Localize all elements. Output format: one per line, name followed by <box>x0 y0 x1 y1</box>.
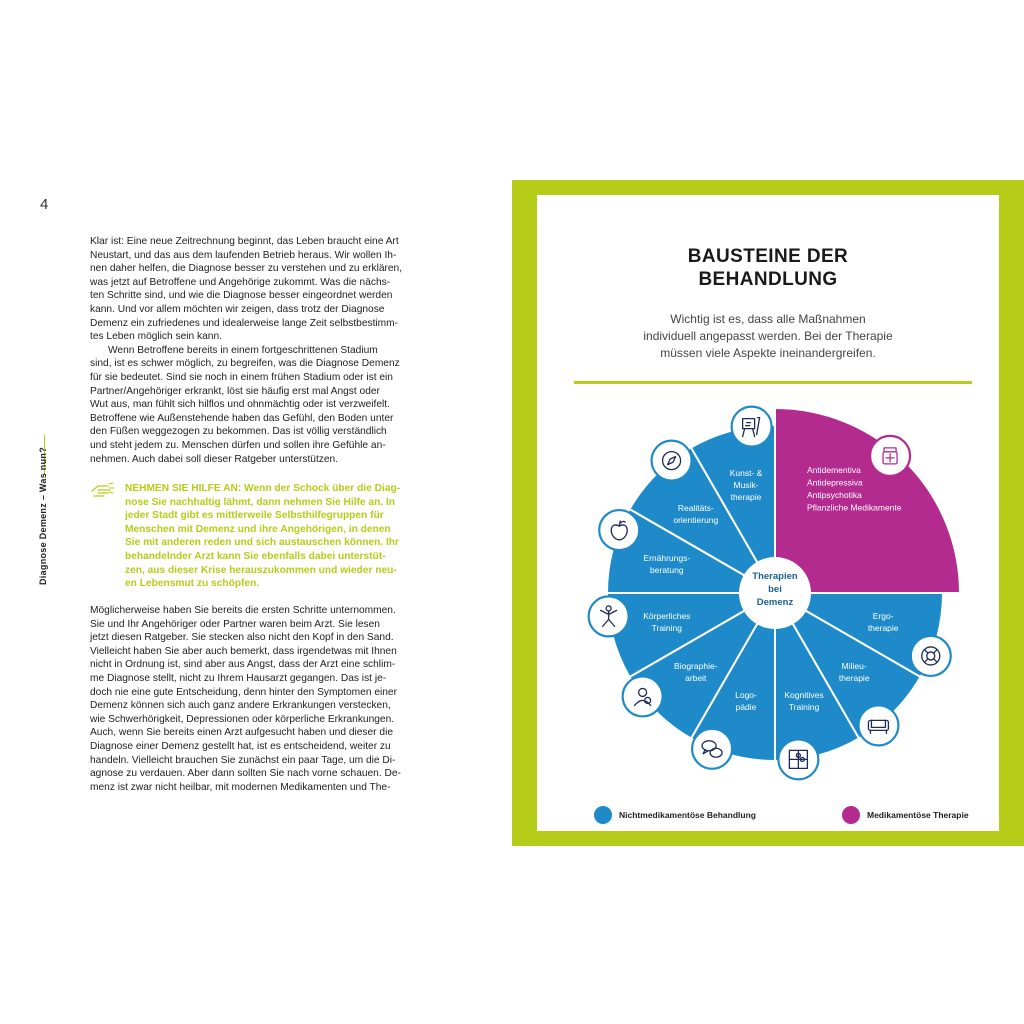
tip-line: Sie mit anderen reden und sich austauschen können. Ihr <box>125 537 399 549</box>
icon-badge <box>858 705 898 745</box>
wheel-center-label: Therapien bei Demenz <box>752 571 798 608</box>
wheel-segment-magenta <box>775 408 960 593</box>
text-line: agnose zu verdauen. Aber dann sollten Sie nach vorne schauen. De- <box>90 768 401 780</box>
text-line: Demenz können sich auch ganz andere Erkrankungen verstecken, <box>90 700 391 712</box>
legend-label: Medikamentöse Therapie <box>867 810 969 820</box>
legend-item-medical <box>842 805 969 825</box>
intro-paragraph <box>90 235 420 466</box>
segment-label: Kunst- & Musik-therapie <box>729 467 763 502</box>
segment-label-medikamentoes: Antidementiva Antidepressiva Antipsychotika Pflanzliche Medikamente <box>807 465 902 513</box>
title-line: BEHANDLUNG <box>698 269 838 290</box>
text-line: und steht jedem zu. Menschen dürfen und sollen ihre Gefühle an- <box>90 439 386 451</box>
text-line: ten Schritte sind, und wie die Diagnose besser eingeordnet werden <box>90 290 393 302</box>
icon-badge <box>599 510 639 550</box>
segment-label: Kognitives Training <box>784 690 824 713</box>
segment-label: Realitäts-orientierung <box>673 502 719 525</box>
tip-line: en Lebensmut zu schöpfen. <box>125 578 260 590</box>
text-line: tes Leben möglich sein kann. <box>90 331 222 343</box>
segment-label: Körperliches Training <box>643 610 691 633</box>
legend-label: Nichtmedikamentöse Behandlung <box>619 810 756 820</box>
text-line: jetzt diesen Ratgeber. Sie stecken also nicht den Kopf in den Sand. <box>90 632 394 644</box>
tip-text <box>125 482 420 591</box>
running-title: Diagnose Demenz – Was nun? <box>38 447 48 585</box>
text-line: nicht in Ordnung ist, sind aber aus Angst, dass der Arzt eine schlim- <box>90 659 396 671</box>
treatment-panel-inner <box>537 195 999 831</box>
body-paragraph <box>90 604 420 794</box>
text-line: menz ist zwar nicht heilbar, mit modernen Medikamenten und The- <box>90 781 391 793</box>
text-line: wie Schwerhörigkeit, Depressionen oder körperliche Erkrankungen. <box>90 713 395 725</box>
text-line: für sie bedeutet. Sind sie noch in einem frühen Stadium oder ist ein <box>90 371 393 383</box>
tip-line: zen, aus dieser Krise herauszukommen und wieder neu- <box>125 564 397 576</box>
legend-dot-magenta <box>842 806 860 824</box>
intro-paragraph-part-2 <box>90 344 420 466</box>
segment-label: Ergo-therapie <box>867 610 899 633</box>
title-line: BAUSTEINE DER <box>687 246 849 267</box>
text-line: handeln. Vielleicht brauchen Sie zunächst ein paar Tage, um die Di- <box>90 754 396 766</box>
tip-line: jeder Stadt gibt es mittlerweile Selbsthilfegruppen für <box>125 510 384 522</box>
tip-box <box>90 482 420 591</box>
text-line: sind, ist es schwer möglich, zu begreifen, was die Diagnose Demenz <box>90 358 400 370</box>
text-line: nen daher helfen, die Diagnose besser zu verstehen und zu erklären, <box>90 263 403 275</box>
text-line: Wenn Betroffene bereits in einem fortgeschrittenen Stadium <box>108 344 378 356</box>
text-line: me Diagnose stellt, nicht zu Ihrem Hausarzt gegangen. Das ist je- <box>90 672 387 684</box>
text-line: Möglicherweise haben Sie bereits die ersten Schritte unternommen. <box>90 605 396 616</box>
icon-badge <box>732 407 772 447</box>
text-line: nehmen. Auch dabei soll dieser Ratgeber unterstützen. <box>90 453 339 465</box>
text-line: was jetzt auf Betroffene und Angehörige zukommt. Was die nächs- <box>90 276 391 288</box>
subtitle-line: müssen viele Aspekte ineinandergreifen. <box>660 346 876 360</box>
segment-label: Logo-pädie <box>735 690 757 713</box>
segment-label: Ernährungs-beratung <box>643 553 691 576</box>
segment-label: Milieu-therapie <box>838 661 870 684</box>
subtitle-line: individuell angepasst werden. Bei der Therapie <box>643 329 893 343</box>
treatment-panel <box>512 180 1024 846</box>
text-line: Neustart, und das aus dem laufenden Betrieb heraus. Wir wollen Ih- <box>90 249 397 261</box>
text-line: Klar ist: Eine neue Zeitrechnung beginnt, das Leben braucht eine Art <box>90 236 399 247</box>
text-line: Betroffene wie Außenstehende haben das Gefühl, den Boden unter <box>90 412 394 424</box>
text-line: Wut aus, man fühlt sich hilflos und ohnmächtig oder ist verzweifelt. <box>90 399 390 411</box>
tip-line: nose Sie nachhaltig lähmt, dann nehmen Sie Hilfe an. In <box>125 496 396 508</box>
pointing-hand-icon <box>90 482 116 498</box>
text-line: Sie und Ihr Angehöriger oder Partner waren beim Arzt. Sie lesen <box>90 618 380 630</box>
text-line: Diagnose einer Demenz gestellt hat, ist es entscheidend, weiter zu <box>90 740 391 752</box>
legend-item-nonmedical <box>594 805 756 825</box>
icon-badge <box>652 441 692 481</box>
text-line: Partner/Angehöriger erkrankt, löst sie häufig erst mal Angst oder <box>90 385 380 397</box>
therapy-wheel-diagram <box>537 195 999 831</box>
tip-line: behandelnder Arzt kann Sie ebenfalls dabei unterstüt- <box>125 550 386 562</box>
page-number: 4 <box>40 196 49 213</box>
text-line: doch nie eine gute Entscheidung, denn hinter den Symptomen einer <box>90 686 397 698</box>
text-line: Auch, wenn Sie bereits einen Arzt aufgesucht haben und dieser die <box>90 727 393 739</box>
tip-line: Menschen mit Demenz und ihre Angehörigen, in denen <box>125 523 391 535</box>
text-line: den Füßen weggezogen zu bekommen. Das ist völlig verständlich <box>90 426 387 438</box>
text-line: kann. Und vor allem möchten wir zeigen, dass trotz der Diagnose <box>90 303 385 315</box>
subtitle-line: Wichtig ist es, dass alle Maßnahmen <box>670 312 866 326</box>
text-line: Demenz ein zufriedenes und idealerweise lange Zeit selbstbestimm- <box>90 317 399 329</box>
segment-label: Biographie-arbeit <box>674 661 718 684</box>
tip-line: NEHMEN SIE HILFE AN: Wenn der Schock über die Diag- <box>125 483 401 494</box>
text-line: Vielleicht haben Sie aber auch bemerkt, dass irgendetwas mit Ihnen <box>90 645 397 657</box>
intro-paragraph-part-1 <box>90 236 402 342</box>
icon-badge <box>911 636 951 676</box>
legend-dot-blue <box>594 806 612 824</box>
